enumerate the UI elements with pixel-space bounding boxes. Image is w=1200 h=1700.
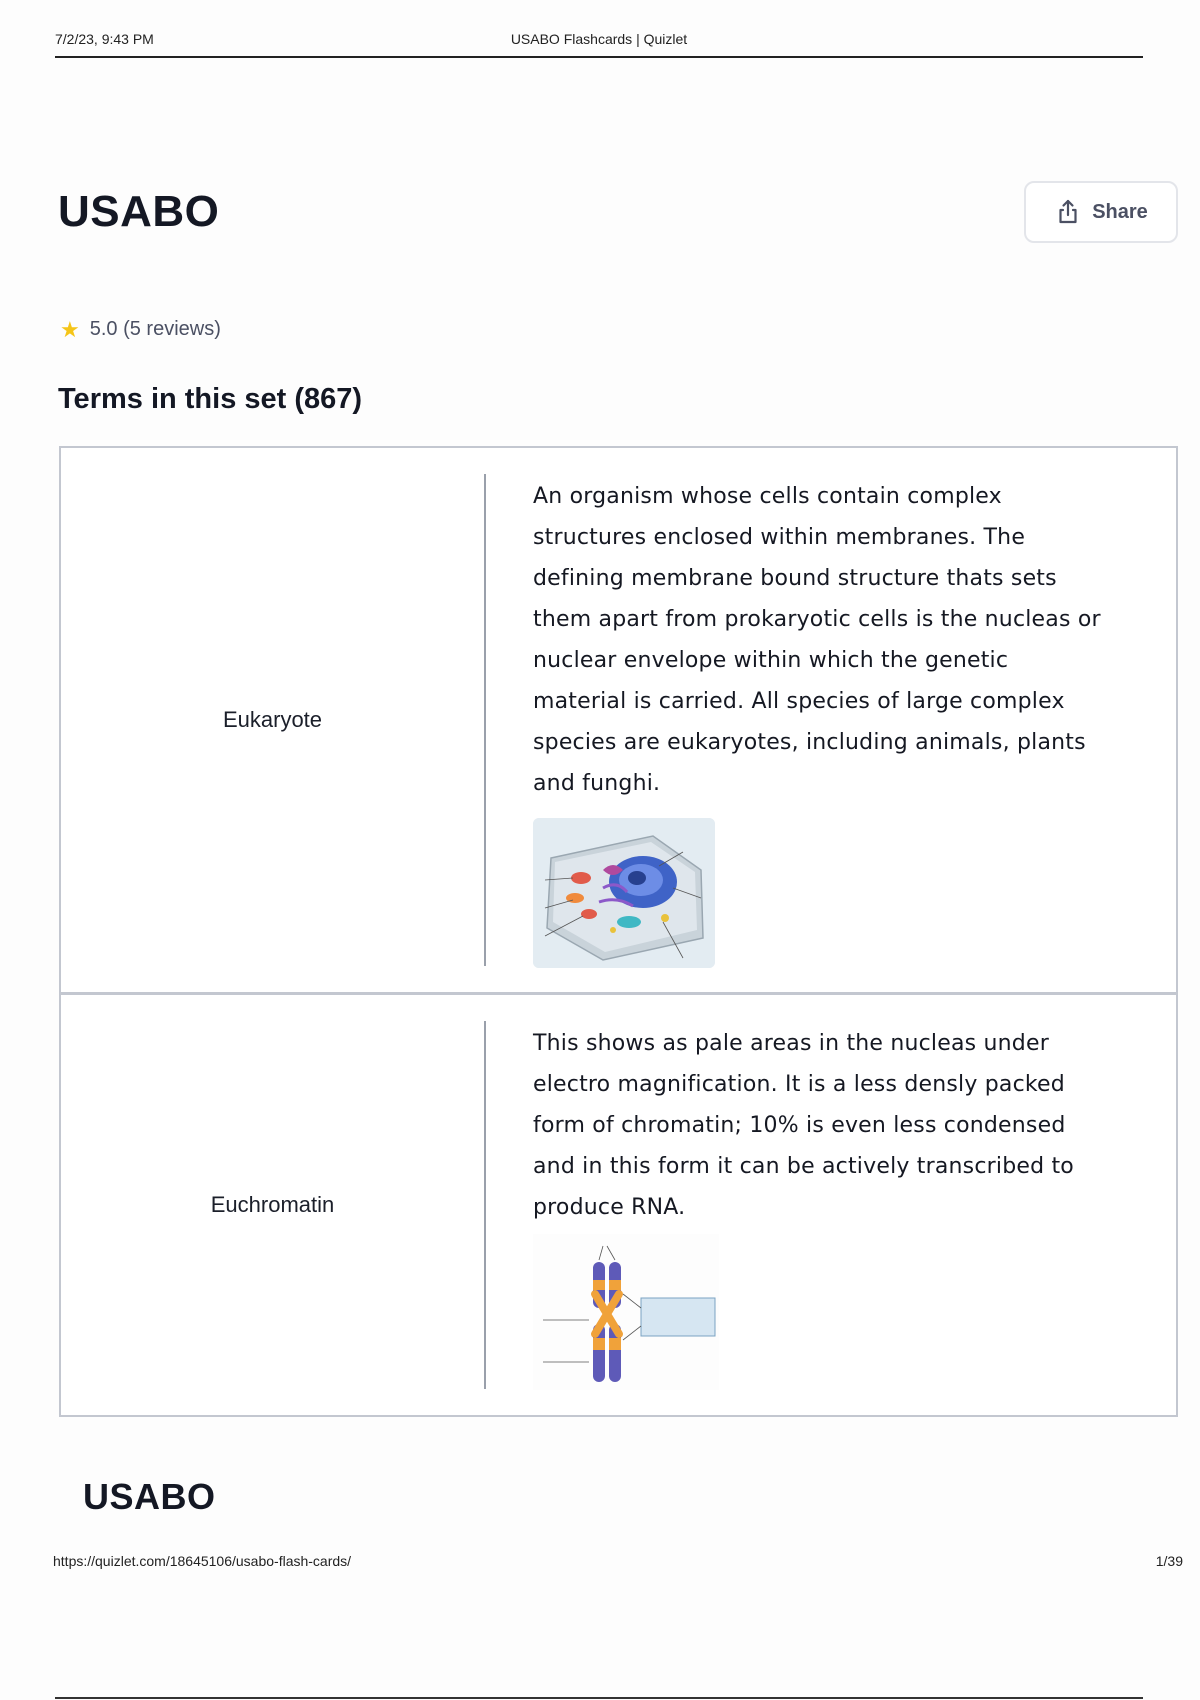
- definition-cell: [486, 448, 1176, 992]
- animal-cell-diagram: [533, 818, 715, 968]
- terms-heading: Terms in this set (867): [58, 383, 363, 415]
- term-text: Euchromatin: [210, 1192, 335, 1217]
- definition-text: An organism whose cells contain complex structures enclosed within membranes. The defining membrane bound structure thats sets them apart from prokaryotic cells is the nucleas or nuclear envelope within which the genetic material is carried. All species of large complex species are eukaryotes, including animals, plants and funghi.: [533, 484, 1101, 796]
- footer-brand: USABO: [83, 1476, 216, 1517]
- share-label: Share: [1092, 200, 1148, 223]
- set-rating: [60, 318, 221, 341]
- term-text: Eukaryote: [222, 707, 323, 732]
- share-icon: [1054, 198, 1082, 226]
- term-row: [61, 992, 1176, 1415]
- print-header: [55, 28, 1143, 58]
- terms-table: [59, 446, 1178, 1417]
- share-button[interactable]: [1024, 181, 1178, 243]
- chromosome-diagram: [533, 1234, 719, 1390]
- star-icon: ★: [60, 316, 80, 342]
- definition-text: This shows as pale areas in the nucleas under electro magnification. It is a less densly packed form of chromatin; 10% is even less condensed and in this form it can be actively transcribed to produce RNA.: [533, 1031, 1074, 1220]
- definition-image: [533, 1234, 1106, 1390]
- definition-image: [533, 818, 1106, 968]
- bottom-rule: [55, 1697, 1143, 1699]
- page-number: 1/39: [1155, 1553, 1183, 1569]
- rating-text: 5.0 (5 reviews): [89, 318, 221, 340]
- definition-cell: [486, 995, 1176, 1415]
- set-title: USABO: [58, 187, 220, 236]
- print-datetime: 7/2/23, 9:43 PM: [55, 31, 154, 47]
- term-row: [61, 448, 1176, 992]
- print-page-title: USABO Flashcards | Quizlet: [510, 31, 688, 47]
- page-url: https://quizlet.com/18645106/usabo-flash-cards/: [53, 1553, 352, 1569]
